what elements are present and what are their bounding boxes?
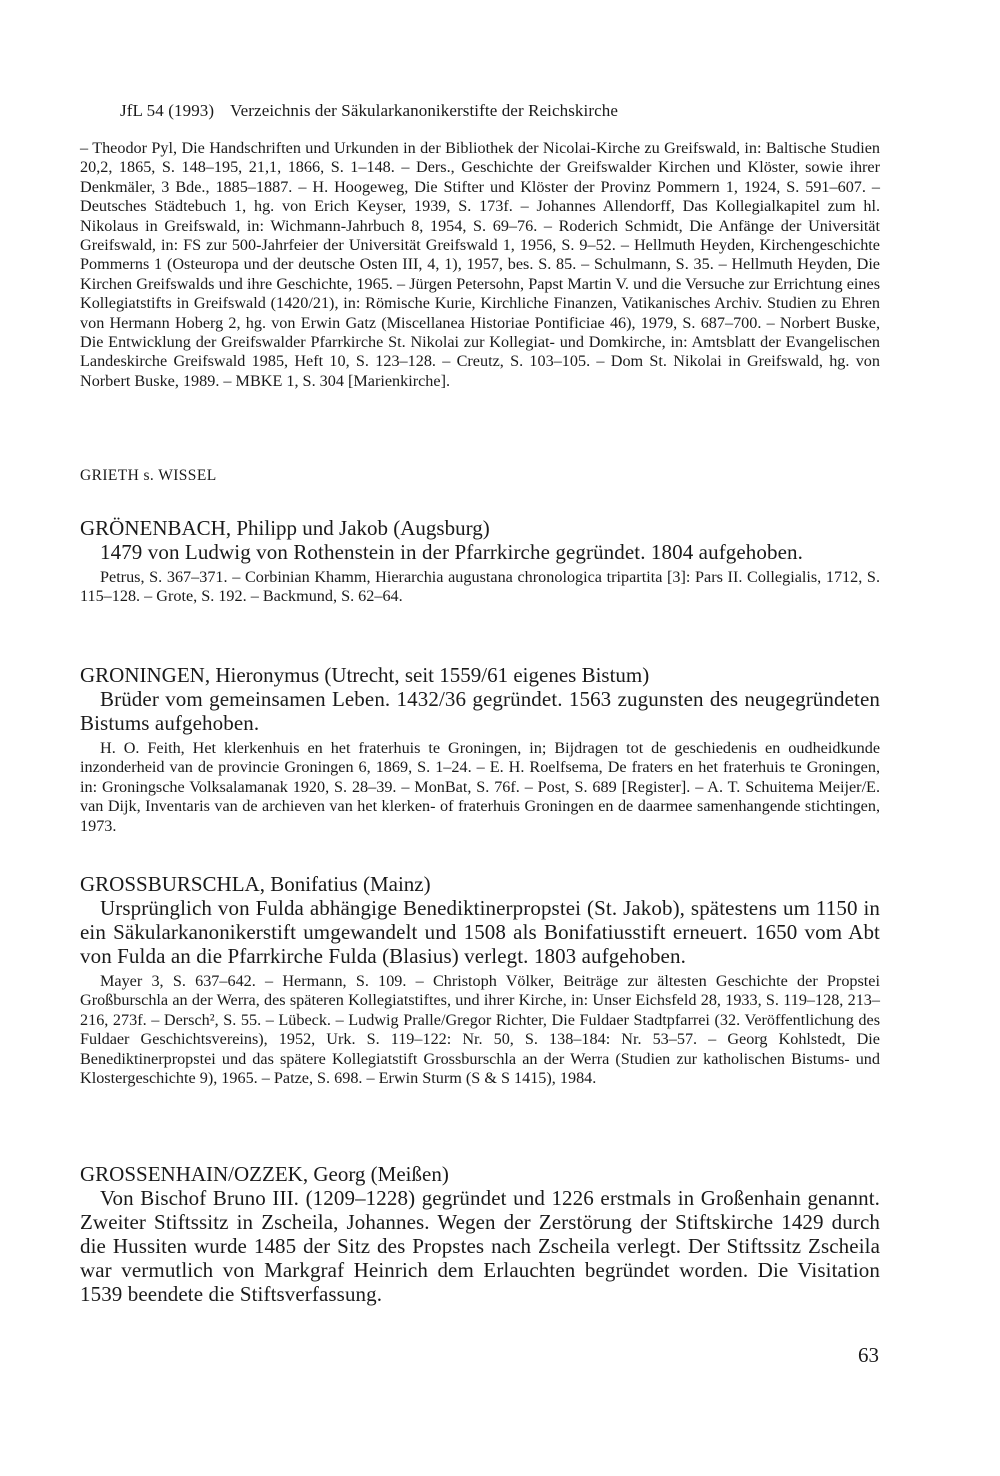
entry-heading: GROSSENHAIN/OZZEK, Georg (Meißen): [80, 1162, 449, 1186]
continued-references: – Theodor Pyl, Die Handschriften und Urkunden in der Bibliothek der Nicolai-Kirche zu Greifswald, in: Baltische Studien 20,2, 1865, S. 148–195, 21,1, 1866, S. 1–148. – Ders., Geschichte der Greifswalder Kirchen und Klöster, sowie ihrer Denkmäler, 3 Bde., 1885–1887. – H. Hoogeweg, Die Stifter und Klöster der Provinz Pommern 1, 1924, S. 591–607. – Deutsches Städtebuch 1, hg. von Erich Keyser, 1939, S. 173f. – Johannes Allendorff, Das Kollegialkapitel zum hl. Nikolaus in Greifswald, in: Wichmann-Jahrbuch 8, 1954, S. 69–76. – Roderich Schmidt, Die Anfänge der Universität Greifswald, in: FS zur 500-Jahrfeier der Universität Greifswald 1, 1956, S. 9–52. – Hellmuth Heyden, Kirchengeschichte Pommerns 1 (Osteuropa und der deutsche Osten III, 4, 1), 1957, bes. S. 85. – Schulmann, S. 35. – Hellmuth Heyden, Die Kirchen Greifswalds und ihre Geschichte, 1965. – Jürgen Petersohn, Papst Martin V. und die Versuche zur Errichtung eines Kollegiatstifts in Greifswald (1420/21), in: Römische Kurie, Kirchliche Finanzen, Vatikanisches Archiv. Studien zu Ehren von Hermann Hoberg 2, hg. von Erwin Gatz (Miscellanea Historiae Pontificiae 46), 1979, S. 687–700. – Norbert Buske, Die Entwicklung der Greifswalder Pfarrkirche St. Nikolai zur Kollegiat- und Domkirche, in: Amtsblatt der Evangelischen Landeskirche Greifswald 1985, Heft 10, S. 123–128. – Creutz, S. 103–105. – Dom St. Nikolai in Greifswald, hg. von Norbert Buske, 1989. – MBKE 1, S. 304 [Marienkirche].: [80, 139, 880, 390]
entry-heading: GRÖNENBACH, Philipp und Jakob (Augsburg): [80, 516, 490, 540]
entry-grossenhain: [80, 1162, 880, 1306]
page-number: 63: [858, 1343, 879, 1367]
entry-grossburschla: [80, 872, 880, 1088]
running-head: [120, 101, 618, 121]
entry-heading: GRONINGEN, Hieronymus (Utrecht, seit 1559/61 eigenes Bistum): [80, 663, 650, 687]
entry-references: H. O. Feith, Het klerkenhuis en het fraterhuis te Groningen, in; Bijdragen tot de geschiedenis en oudheidkunde inzonderheid van de provincie Groningen 6, 1869, S. 1–24. – E. H. Roelfsema, De fraters en het fraterhuis te Groningen, in: Groningsche Volksalamanak 1920, S. 28–39. – MonBat, S. 76f. – Post, S. 689 [Register]. – A. T. Schuitema Meijer/E. van Dijk, Inventaris van de archieven van het klerken- of fraterhuis Groningen en de daarmee samenhangende stichtingen, 1973.: [80, 739, 880, 835]
entry-references: Mayer 3, S. 637–642. – Hermann, S. 109. – Christoph Völker, Beiträge zur ältesten Geschichte der Propstei Großburschla an der Werra, des späteren Kollegiatstiftes, und ihrer Kirche, in: Unser Eichsfeld 28, 1933, S. 119–128, 213–216, 273f. – Dersch², S. 55. – Lübeck. – Ludwig Pralle/Gregor Richter, Die Fuldaer Stadtpfarrei (32. Veröffentlichung des Fuldaer Geschichtsvereins), 1952, Urk. S. 119–122: Nr. 50, S. 138–184: Nr. 53–57. – Georg Kohlstedt, Die Benediktinerpropstei und das spätere Kollegiatstift Grossburschla an der Werra (Studien zur katholischen Bistums- und Klostergeschichte 9), 1965. – Patze, S. 698. – Erwin Sturm (S & S 1415), 1984.: [80, 972, 880, 1088]
entry-groenenbach: [80, 516, 880, 607]
cross-reference: GRIETH s. WISSEL: [80, 467, 217, 484]
entry-body: Von Bischof Bruno III. (1209–1228) gegründet und 1226 erstmals in Großenhain genannt. Zweiter Stiftssitz in Zscheila, Johannes. Wegen der Zerstörung der Stiftskirche 1429 durch die Hussiten wurde 1485 der Sitz des Propstes nach Zscheila verlegt. Der Stiftssitz Zscheila war vermutlich von Markgraf Heinrich dem Erlauchten begründet worden. Die Visitation 1539 beendete die Stiftsverfassung.: [80, 1186, 880, 1306]
entry-body: 1479 von Ludwig von Rothenstein in der Pfarrkirche gegründet. 1804 aufgehoben.: [100, 540, 803, 564]
entry-body: Ursprünglich von Fulda abhängige Benediktinerpropstei (St. Jakob), spätestens um 1150 in ein Säkularkanonikerstift umgewandelt und 1508 als Bonifatiusstift erneuert. 1650 vom Abt von Fulda an die Pfarrkirche Fulda (Blasius) verlegt. 1803 aufgehoben.: [80, 896, 880, 968]
entry-heading: GROSSBURSCHLA, Bonifatius (Mainz): [80, 872, 431, 896]
entry-body: Brüder vom gemeinsamen Leben. 1432/36 gegründet. 1563 zugunsten des neugegründeten Bistums aufgehoben.: [80, 687, 880, 735]
entry-groningen: [80, 663, 880, 836]
running-title: Verzeichnis der Säkularkanonikerstifte der Reichskirche: [230, 101, 619, 120]
journal-citation: JfL 54 (1993): [120, 101, 215, 120]
entry-references: Petrus, S. 367–371. – Corbinian Khamm, Hierarchia augustana chronologica tripartita [3]: Pars II. Collegialis, 1712, S. 115–128. – Grote, S. 192. – Backmund, S. 62–64.: [80, 568, 880, 606]
